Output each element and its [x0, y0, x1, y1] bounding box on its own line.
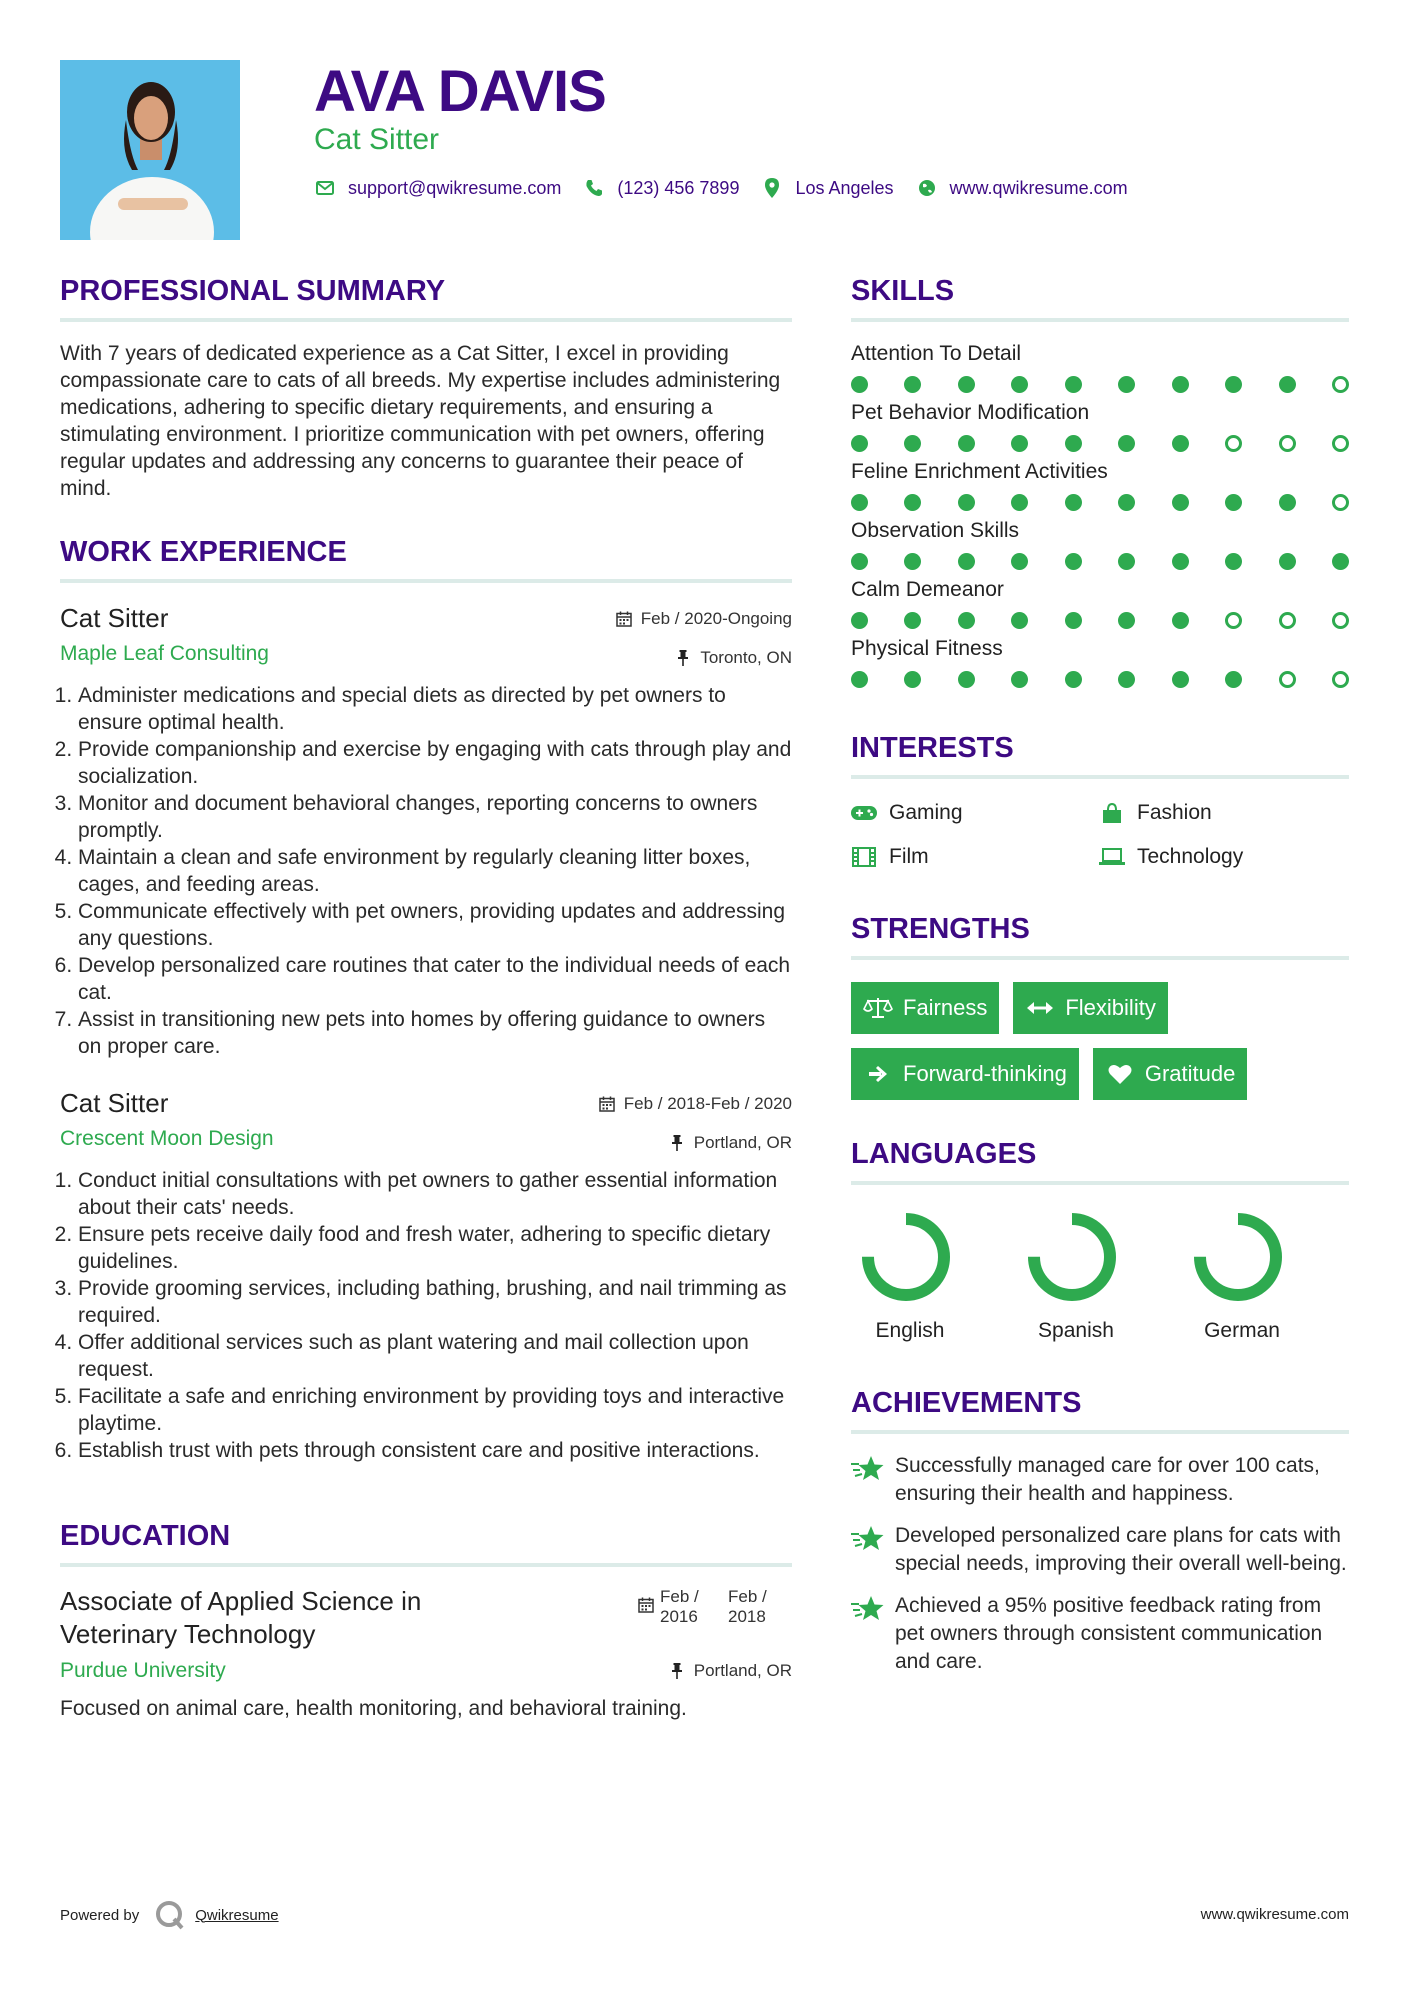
footer-powered-by	[60, 1898, 279, 1932]
job-duties	[60, 1167, 792, 1464]
summary-text: With 7 years of dedicated experience as a Cat Sitter, I excel in providing compassionate care to cats of all breeds. My expertise includes administering medications, adhering to specific dietary requirements, and ensuring a stimulating environment. I prioritize communication with pet owners, offering regular updates and addressing any concerns to guarantee their peace of mind.	[60, 342, 781, 500]
education-heading: EDUCATION	[60, 1520, 792, 1567]
interest-item	[1099, 801, 1347, 825]
contact-location-text: Los Angeles	[795, 177, 894, 198]
job-dates	[598, 1094, 792, 1114]
rating-dot-filled	[958, 435, 975, 452]
laptop-icon	[1099, 846, 1125, 868]
rating-dot-empty	[1332, 435, 1349, 452]
rating-dot-empty	[1225, 612, 1242, 629]
skill-rating	[851, 494, 1349, 511]
rating-dot-filled	[1225, 671, 1242, 688]
phone-icon	[583, 177, 605, 199]
achievement-item	[851, 1592, 1349, 1676]
globe-icon	[916, 177, 938, 199]
language-name: English	[875, 1319, 945, 1342]
rating-dot-filled	[1279, 553, 1296, 570]
job-location	[674, 648, 792, 668]
skill-rating	[851, 553, 1349, 570]
list-item: 5. Facilitate a safe and enriching environment by providing toys and interactive playtime.	[78, 1383, 792, 1437]
qwikresume-logo-icon	[153, 1898, 187, 1932]
rating-dot-filled	[958, 553, 975, 570]
language-ring	[856, 1207, 956, 1307]
education-location-text: Portland, OR	[693, 1661, 792, 1680]
list-item: 5. Communicate effectively with pet owners, providing updates and addressing any questions.	[78, 898, 792, 952]
calendar-icon	[615, 610, 633, 628]
language-ring	[1022, 1207, 1122, 1307]
rating-dot-empty	[1279, 612, 1296, 629]
qwikresume-link[interactable]: Qwikresume	[195, 1906, 279, 1924]
rating-dot-filled	[1332, 553, 1349, 570]
languages-heading: LANGUAGES	[851, 1138, 1349, 1185]
education-dates	[638, 1587, 790, 1627]
language-ring-arc	[868, 1219, 944, 1295]
rating-dot-filled	[1065, 671, 1082, 688]
list-item: 4. Maintain a clean and safe environment by regularly cleaning litter boxes, cages, and feeding areas.	[78, 844, 792, 898]
job-role: Cat Sitter	[60, 1088, 169, 1118]
achievements-section	[851, 1387, 1349, 1676]
rating-dot-filled	[1011, 494, 1028, 511]
rating-dot-filled	[851, 612, 868, 629]
job-dates-text: Feb / 2020-Ongoing	[640, 609, 792, 628]
candidate-name: AVA DAVIS	[314, 59, 606, 124]
interest-label: Film	[889, 845, 929, 868]
language-ring-arc	[1200, 1219, 1276, 1295]
skill-rating	[851, 671, 1349, 688]
skill-name: Calm Demeanor	[851, 578, 1004, 601]
interest-item	[851, 845, 1099, 869]
rating-dot-filled	[1118, 612, 1135, 629]
strength-label: Flexibility	[1065, 995, 1156, 1020]
calendar-icon	[638, 1597, 654, 1618]
skill-name: Physical Fitness	[851, 637, 1003, 660]
strengths-section	[851, 913, 1349, 1100]
rating-dot-empty	[1332, 494, 1349, 511]
star-icon	[851, 1454, 885, 1484]
rating-dot-filled	[1279, 494, 1296, 511]
heart-icon	[1105, 1062, 1135, 1086]
contact-email-text: support@qwikresume.com	[348, 177, 562, 198]
strength-badge	[1093, 1048, 1248, 1100]
achievement-item	[851, 1452, 1349, 1508]
powered-by-text: Powered by	[60, 1906, 140, 1924]
list-item: 6. Develop personalized care routines that cater to the individual needs of each cat.	[78, 952, 792, 1006]
list-item: 7. Assist in transitioning new pets into homes by offering guidance to owners on proper care.	[78, 1006, 792, 1060]
rating-dot-filled	[851, 376, 868, 393]
education-start: Feb / 2016	[660, 1587, 699, 1626]
list-item: 4. Offer additional services such as plant watering and mail collection upon request.	[78, 1329, 792, 1383]
strength-badge	[1013, 982, 1167, 1034]
star-icon	[851, 1524, 885, 1554]
rating-dot-filled	[1225, 494, 1242, 511]
school-name: Purdue University	[60, 1659, 226, 1682]
rating-dot-filled	[1279, 376, 1296, 393]
languages-section	[851, 1138, 1349, 1343]
skill-name: Feline Enrichment Activities	[851, 460, 1108, 483]
language-item	[1183, 1207, 1349, 1343]
interest-item	[1099, 845, 1347, 869]
skill-name: Observation Skills	[851, 519, 1020, 542]
education-section	[60, 1520, 792, 1721]
list-item: 3. Monitor and document behavioral changes, reporting concerns to owners promptly.	[78, 790, 792, 844]
degree-name: Associate of Applied Science in Veterinary Technology	[60, 1586, 422, 1649]
pin-icon	[668, 1662, 686, 1680]
skill-row	[851, 460, 1349, 511]
job-duties	[60, 682, 792, 1060]
summary-heading: PROFESSIONAL SUMMARY	[60, 275, 792, 322]
rating-dot-filled	[1225, 553, 1242, 570]
rating-dot-filled	[1065, 553, 1082, 570]
list-item: 2. Provide companionship and exercise by engaging with cats through play and socialization.	[78, 736, 792, 790]
rating-dot-filled	[1011, 671, 1028, 688]
strength-label: Forward-thinking	[903, 1061, 1067, 1086]
rating-dot-filled	[1172, 494, 1189, 511]
achievement-text: Achieved a 95% positive feedback rating from pet owners through consistent communication and care.	[895, 1594, 1323, 1673]
rating-dot-filled	[1065, 435, 1082, 452]
contact-website-text: www.qwikresume.com	[949, 177, 1128, 198]
film-icon	[851, 846, 877, 868]
language-name: Spanish	[1038, 1319, 1114, 1342]
experience-heading: WORK EXPERIENCE	[60, 536, 792, 583]
balance-scale-icon	[863, 996, 893, 1020]
rating-dot-filled	[1118, 494, 1135, 511]
rating-dot-filled	[1065, 494, 1082, 511]
calendar-icon	[598, 1095, 616, 1113]
contact-phone[interactable]	[583, 177, 739, 199]
strengths-heading: STRENGTHS	[851, 913, 1349, 960]
job-dates-text: Feb / 2018-Feb / 2020	[623, 1094, 792, 1113]
rating-dot-filled	[1172, 553, 1189, 570]
shopping-bag-icon	[1099, 802, 1125, 824]
achievements-list	[851, 1452, 1349, 1676]
contact-email[interactable]	[314, 177, 561, 199]
gamepad-icon	[851, 802, 877, 824]
interests-section	[851, 732, 1349, 869]
list-item: 6. Establish trust with pets through consistent care and positive interactions.	[78, 1437, 792, 1464]
list-item: 1. Administer medications and special diets as directed by pet owners to ensure optimal health.	[78, 682, 792, 736]
pin-icon	[668, 1134, 686, 1152]
rating-dot-filled	[1172, 435, 1189, 452]
interest-label: Technology	[1137, 845, 1244, 868]
arrow-right-icon	[863, 1062, 893, 1086]
star-icon	[851, 1594, 885, 1624]
rating-dot-filled	[1172, 612, 1189, 629]
job-company: Crescent Moon Design	[60, 1127, 274, 1150]
rating-dot-filled	[851, 553, 868, 570]
left-column	[60, 275, 792, 1721]
rating-dot-filled	[1011, 435, 1028, 452]
rating-dot-empty	[1279, 671, 1296, 688]
rating-dot-filled	[1065, 612, 1082, 629]
job-company: Maple Leaf Consulting	[60, 642, 269, 665]
interest-item	[851, 801, 1099, 825]
rating-dot-empty	[1332, 671, 1349, 688]
skill-row	[851, 637, 1349, 688]
job-dates	[615, 609, 792, 629]
rating-dot-filled	[1118, 553, 1135, 570]
interest-label: Fashion	[1137, 801, 1212, 824]
skill-name: Pet Behavior Modification	[851, 401, 1090, 424]
achievement-text: Developed personalized care plans for cats with special needs, improving their overall well-being.	[895, 1524, 1347, 1575]
interest-label: Gaming	[889, 801, 963, 824]
arrows-horizontal-icon	[1025, 996, 1055, 1020]
rating-dot-filled	[851, 435, 868, 452]
pin-icon	[674, 649, 692, 667]
list-item: 1. Conduct initial consultations with pet owners to gather essential information about their cats' needs.	[78, 1167, 792, 1221]
rating-dot-filled	[851, 671, 868, 688]
contact-website[interactable]	[916, 177, 1128, 199]
skill-row	[851, 401, 1349, 452]
job-role: Cat Sitter	[60, 603, 169, 633]
rating-dot-filled	[958, 671, 975, 688]
job-location-text: Toronto, ON	[700, 648, 792, 667]
skill-name: Attention To Detail	[851, 342, 1022, 365]
job-location	[668, 1133, 792, 1153]
rating-dot-filled	[851, 494, 868, 511]
skill-row	[851, 578, 1349, 629]
rating-dot-filled	[958, 494, 975, 511]
language-ring	[1188, 1207, 1288, 1307]
rating-dot-filled	[1225, 376, 1242, 393]
right-column	[851, 275, 1349, 1690]
languages-list	[851, 1207, 1349, 1343]
language-item	[1017, 1207, 1183, 1343]
profile-photo	[60, 60, 240, 240]
rating-dot-empty	[1225, 435, 1242, 452]
map-marker-icon	[761, 177, 783, 199]
rating-dot-filled	[1011, 376, 1028, 393]
strength-badge	[851, 982, 999, 1034]
rating-dot-filled	[1172, 376, 1189, 393]
experience-section	[60, 536, 792, 1464]
skill-row	[851, 342, 1349, 393]
rating-dot-filled	[904, 612, 921, 629]
strength-badge	[851, 1048, 1079, 1100]
education-location	[668, 1661, 792, 1681]
skills-list	[851, 342, 1349, 688]
rating-dot-filled	[1172, 671, 1189, 688]
education-description: Focused on animal care, health monitoring, and behavioral training.	[60, 1697, 687, 1720]
rating-dot-filled	[1118, 435, 1135, 452]
footer-website[interactable]: www.qwikresume.com	[1200, 1906, 1349, 1923]
skill-rating	[851, 612, 1349, 629]
list-item: 2. Ensure pets receive daily food and fresh water, adhering to specific dietary guidelines.	[78, 1221, 792, 1275]
job-entry	[60, 1088, 792, 1464]
rating-dot-filled	[904, 671, 921, 688]
rating-dot-filled	[958, 376, 975, 393]
list-item: 3. Provide grooming services, including bathing, brushing, and nail trimming as required.	[78, 1275, 792, 1329]
contact-location	[761, 177, 893, 199]
contact-phone-text: (123) 456 7899	[617, 177, 740, 198]
rating-dot-empty	[1332, 376, 1349, 393]
skill-rating	[851, 376, 1349, 393]
contact-bar	[314, 177, 1150, 199]
achievement-item	[851, 1522, 1349, 1578]
skill-row	[851, 519, 1349, 570]
summary-section	[60, 275, 792, 502]
rating-dot-filled	[1118, 376, 1135, 393]
rating-dot-empty	[1332, 612, 1349, 629]
skill-rating	[851, 435, 1349, 452]
strength-label: Fairness	[903, 995, 988, 1020]
rating-dot-filled	[904, 494, 921, 511]
language-ring-arc	[1034, 1219, 1110, 1295]
rating-dot-filled	[904, 553, 921, 570]
rating-dot-filled	[1011, 612, 1028, 629]
job-location-text: Portland, OR	[693, 1133, 792, 1152]
language-item	[851, 1207, 1017, 1343]
education-end: Feb / 2018	[728, 1587, 767, 1626]
rating-dot-filled	[904, 376, 921, 393]
rating-dot-filled	[1118, 671, 1135, 688]
rating-dot-filled	[1065, 376, 1082, 393]
job-entry	[60, 603, 792, 1060]
rating-dot-filled	[1011, 553, 1028, 570]
strength-label: Gratitude	[1144, 1061, 1236, 1086]
rating-dot-filled	[958, 612, 975, 629]
rating-dot-empty	[1279, 435, 1296, 452]
candidate-title: Cat Sitter	[314, 123, 440, 156]
achievement-text: Successfully managed care for over 100 cats, ensuring their health and happiness.	[895, 1454, 1320, 1505]
strengths-list	[851, 982, 1349, 1100]
skills-heading: SKILLS	[851, 275, 1349, 322]
skills-section	[851, 275, 1349, 688]
interests-list	[851, 801, 1349, 869]
achievements-heading: ACHIEVEMENTS	[851, 1387, 1349, 1434]
language-name: German	[1204, 1319, 1280, 1342]
envelope-icon	[314, 177, 336, 199]
rating-dot-filled	[904, 435, 921, 452]
interests-heading: INTERESTS	[851, 732, 1349, 779]
